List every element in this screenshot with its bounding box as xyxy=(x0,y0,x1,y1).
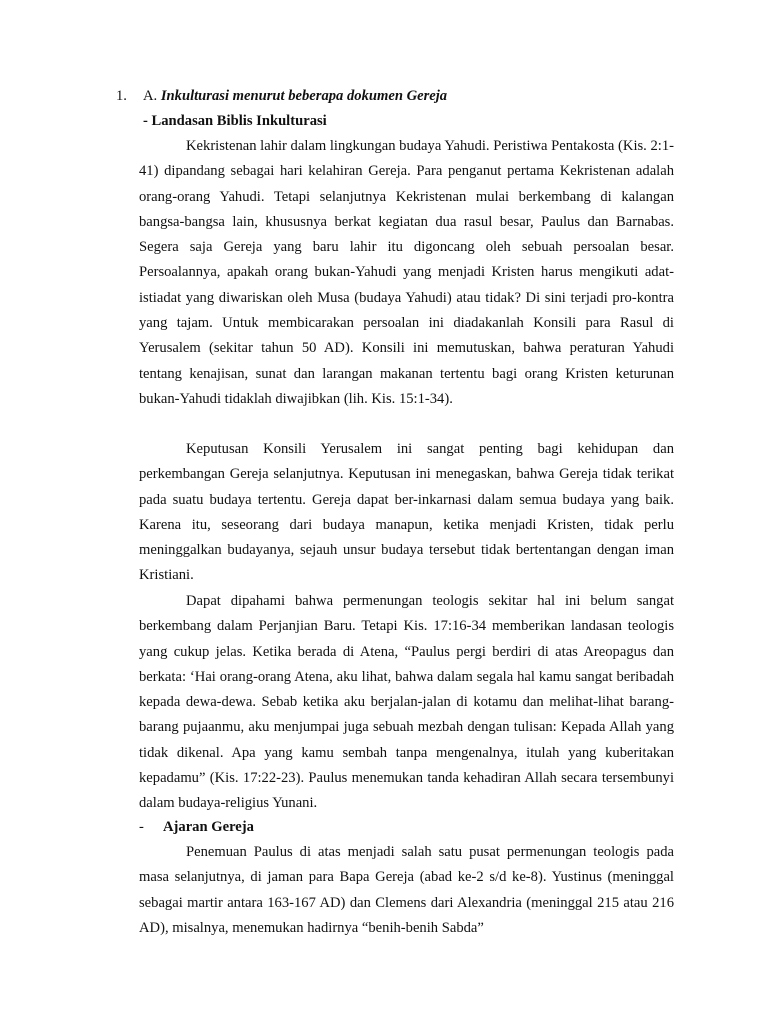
paragraph-keputusan: Keputusan Konsili Yerusalem ini sangat penting bagi kehidupan dan perkembangan Gereja selanjutnya. Keputusan ini menegaskan, bahwa Gereja tidak terikat pada suatu budaya tertentu. Gereja dapat ber-inkarnasi dalam semua budaya yang baik. Karena itu, seseorang dari budaya manapun, ketika menjadi Kristen, tidak perlu meninggalkan budayanya, sejauh unsur budaya tersebut tidak bertentangan dengan iman Kristiani. xyxy=(139,441,674,584)
heading-title: Inkulturasi menurut beberapa dokumen Gereja xyxy=(160,88,448,104)
heading-title-line xyxy=(143,86,447,106)
section-title-ajaran: Ajaran Gereja xyxy=(163,819,254,835)
paragraph-penemuan: Penemuan Paulus di atas menjadi salah satu pusat permenungan teologis pada masa selanjutnya, di jaman para Bapa Gereja (abad ke-2 s/d ke-8). Yustinus (meninggal sebagai martir antara 163-167 AD) dan Clemens dari Alexandria (meninggal 215 atau 216 AD), misalnya, menemukan hadirnya “benih-benih Sabda” xyxy=(139,844,674,936)
section-dash: - xyxy=(139,819,144,835)
paragraph-kekristenan: Kekristenan lahir dalam lingkungan budaya Yahudi. Peristiwa Pentakosta (Kis. 2:1-41) dipandang sebagai hari kelahiran Gereja. Para penganut pertama Kekristenan adalah orang-orang Yahudi. Tetapi selanjutnya Kekristenan mulai berkembang di kalangan bangsa-bangsa lain, khususnya berkat kegiatan dua rasul besar, Paulus dan Barnabas. Segera saja Gereja yang baru lahir itu digoncang oleh sebuah persoalan besar. Persoalannya, apakah orang bukan-Yahudi yang menjadi Kristen harus mengikuti adat-istiadat yang diwariskan oleh Musa (budaya Yahudi) atau tidak? Di sini terjadi pro-kontra yang tajam. Untuk membicarakan persoalan ini diadakanlah Konsili para Rasul di Yerusalem (sekitar tahun 50 AD). Konsili ini memutuskan, bahwa peraturan Yahudi tentang kenajisan, sunat dan larangan makanan tertentu bagi orang Kristen keturunan bukan-Yahudi tidaklah diwajibkan (lih. Kis. 15:1-34). xyxy=(139,138,674,407)
section-title-landasan: - Landasan Biblis Inkulturasi xyxy=(143,113,327,129)
heading-number: 1. xyxy=(116,88,127,104)
heading-prefix: A. xyxy=(143,88,158,104)
paragraph-dapat-dipahami: Dapat dipahami bahwa permenungan teologis sekitar hal ini belum sangat berkembang dalam Perjanjian Baru. Tetapi Kis. 17:16-34 memberikan landasan teologis yang cukup jelas. Ketika berada di Atena, “Paulus pergi berdiri di atas Areopagus dan berkata: ‘Hai orang-orang Atena, aku lihat, bahwa dalam segala hal kamu sangat beribadah kepada dewa-dewa. Sebab ketika aku berjalan-jalan di kotamu dan melihat-lihat barang-barang pujaanmu, aku menjumpai juga sebuah mezbah dengan tulisan: Kepada Allah yang tidak dikenal. Apa yang kamu sembah tanpa mengenalnya, itulah yang kuberitakan kepadamu” (Kis. 17:22-23). Paulus menemukan tanda kehadiran Allah secara tersembunyi dalam budaya-religius Yunani. xyxy=(139,593,674,812)
